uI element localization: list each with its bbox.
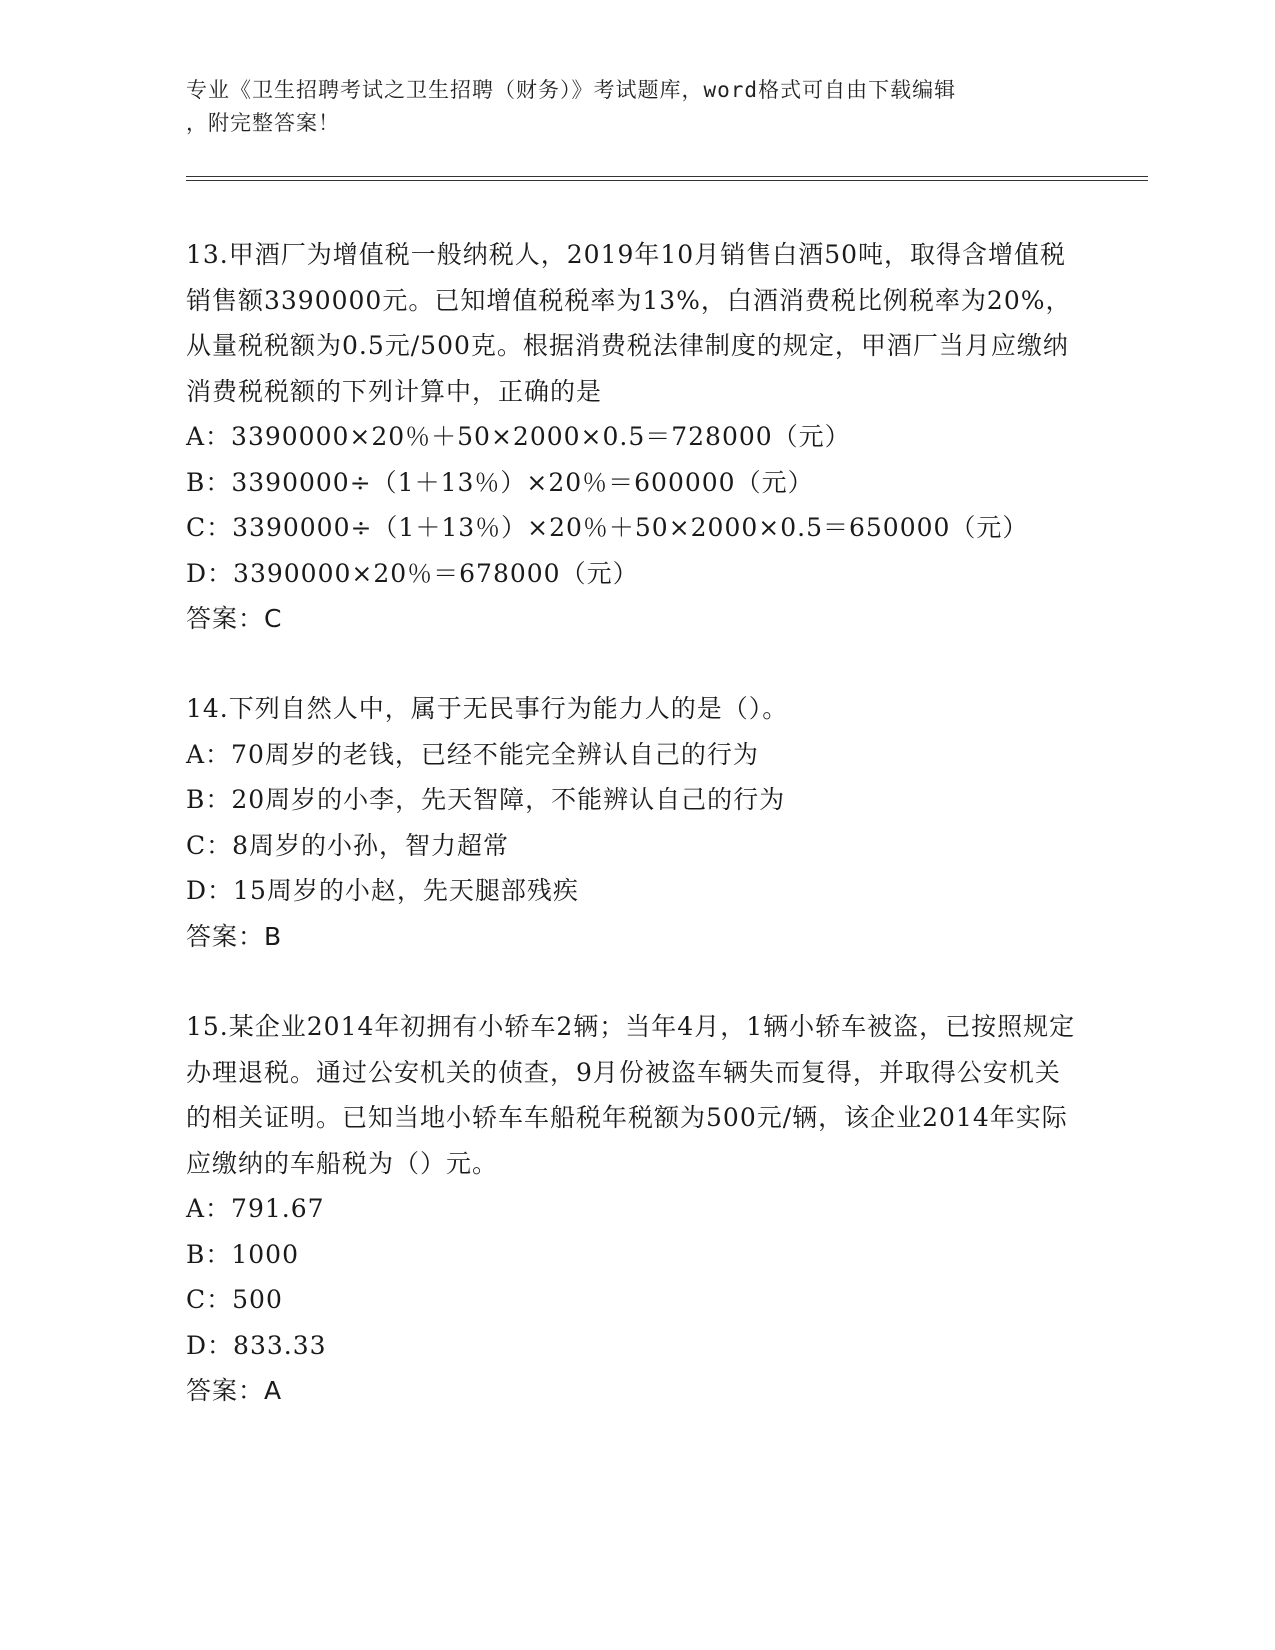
option-c: C：8周岁的小孙，智力超常 xyxy=(186,830,510,860)
question-stem: 13.甲酒厂为增值税一般纳税人，2019年10月销售白酒50吨，取得含增值税销售额3390000元。已知增值税税率为13%，白酒消费税比例税率为20%，从量税税额为0.5元/500克。根据消费税法律制度的规定，甲酒厂当月应缴纳消费税税额的下列计算中，正确的是 xyxy=(186,240,1072,406)
option-b: B：3390000÷（1＋13％）×20％＝600000（元） xyxy=(186,467,814,497)
question-14 xyxy=(186,686,1086,959)
question-stem: 15.某企业2014年初拥有小轿车2辆；当年4月，1辆小轿车被盗，已按照规定办理退税。通过公安机关的侦查，9月份被盗车辆失而复得，并取得公安机关的相关证明。已知当地小轿车车船税年税额为500元/辆，该企业2014年实际应缴纳的车船税为（）元。 xyxy=(186,1012,1076,1178)
option-a: A：791.67 xyxy=(186,1194,325,1223)
question-13 xyxy=(186,232,1086,642)
option-a: A：3390000×20％＋50×2000×0.5＝728000（元） xyxy=(186,422,851,451)
question-stem: 14.下列自然人中，属于无民事行为能力人的是（）。 xyxy=(186,694,789,723)
header-divider xyxy=(186,176,1148,181)
option-d: D：15周岁的小赵，先天腿部残疾 xyxy=(186,876,579,905)
option-b: B：20周岁的小李，先天智障，不能辨认自己的行为 xyxy=(186,785,786,814)
answer: 答案：B xyxy=(186,921,283,951)
header-text-line-1: 专业《卫生招聘考试之卫生招聘（财务）》考试题库，word格式可自由下载编辑 xyxy=(186,78,957,102)
answer: 答案：C xyxy=(186,604,283,633)
option-a: A：70周岁的老钱，已经不能完全辨认自己的行为 xyxy=(186,739,759,769)
header-text-line-2: ，附完整答案！ xyxy=(186,111,340,135)
option-d: D：3390000×20％＝678000（元） xyxy=(186,558,639,588)
option-b: B：1000 xyxy=(186,1239,299,1269)
option-c: C：500 xyxy=(186,1285,283,1314)
question-15 xyxy=(186,1004,1086,1414)
document-header xyxy=(186,74,1076,140)
option-d: D：833.33 xyxy=(186,1330,327,1360)
option-c: C：3390000÷（1＋13％）×20％＋50×2000×0.5＝650000（元） xyxy=(186,513,1029,542)
answer: 答案：A xyxy=(186,1376,283,1405)
